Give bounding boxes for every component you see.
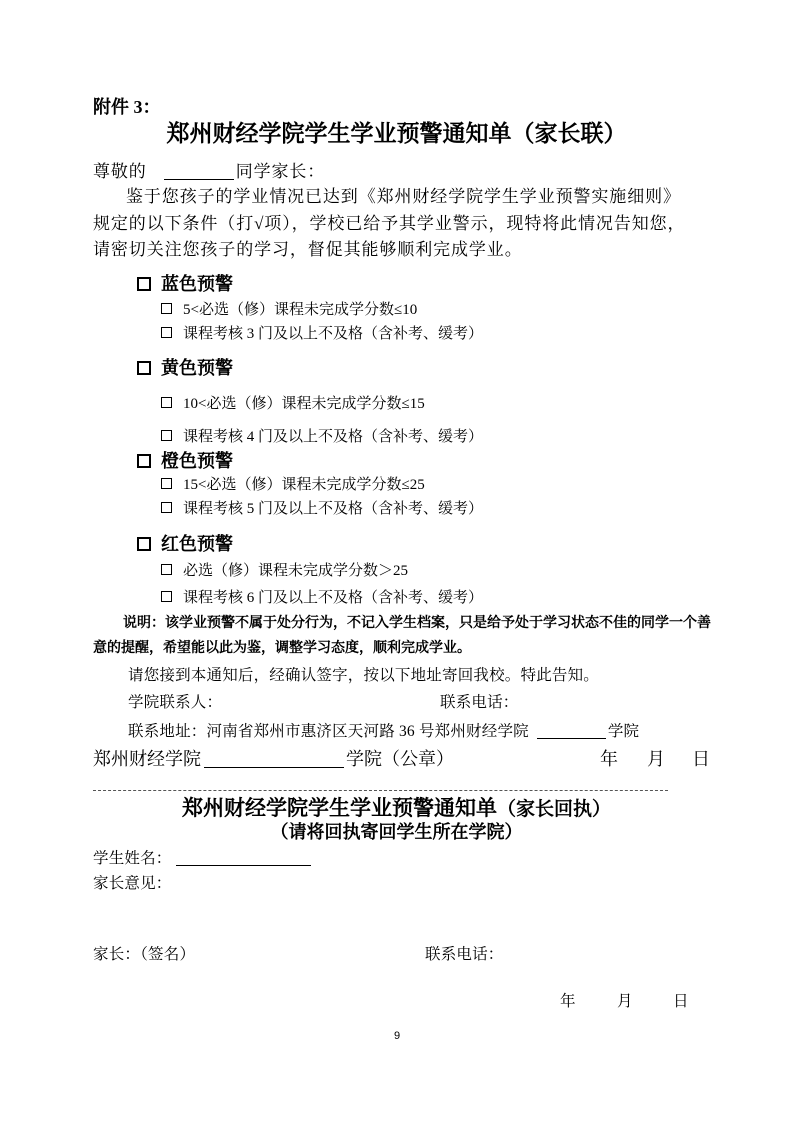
checkbox-icon (161, 430, 172, 441)
receipt-phone-label: 联系电话： (425, 946, 504, 963)
page-number: 9 (394, 1030, 401, 1042)
parent-signature-label: 家长：（签名） (93, 946, 196, 963)
checkbox-icon (161, 591, 172, 602)
college-blank (537, 723, 606, 739)
condition-text: 必选（修）课程未完成学分数＞25 (183, 563, 409, 579)
checkbox-icon (161, 478, 172, 489)
intro-line: 鉴于您孩子的学业情况已达到《郑州财经学院学生学业预警实施细则》 (126, 187, 681, 206)
student-name-label: 学生姓名： (93, 850, 172, 867)
checkbox-icon (161, 502, 172, 513)
receipt-year-label: 年 (560, 993, 576, 1010)
attachment-label: 附件 3： (93, 97, 161, 117)
seal-suffix: 学院（公章） (346, 749, 454, 769)
document-title: 郑州财经学院学生学业预警通知单（家长联） (166, 121, 627, 146)
address-text: 联系地址：河南省郑州市惠济区天河路 36 号郑州财经学院 (128, 723, 529, 740)
warning-condition (161, 477, 425, 494)
condition-text: 课程考核 3 门及以上不及格（含补考、缓考） (183, 326, 484, 342)
warning-level-red (137, 534, 233, 554)
warning-level-label: 黄色预警 (161, 358, 233, 378)
seal-year-label: 年 (600, 749, 618, 769)
receipt-day-label: 日 (673, 993, 689, 1010)
warning-level-blue (137, 274, 233, 294)
receipt-title-paren: （家长回执） (496, 799, 611, 820)
contact-person-label: 学院联系人： (128, 694, 223, 711)
warning-condition (161, 429, 483, 446)
receipt-title-main: 郑州财经学院学生学业预警通知单 (181, 796, 497, 820)
condition-text: 课程考核 4 门及以上不及格（含补考、缓考） (183, 429, 484, 445)
receipt-title (0, 797, 793, 821)
note-line: 说明：该学业预警不属于处分行为，不记入学生档案，只是给予处于学习状态不佳的同学一个善 (123, 616, 711, 631)
parent-opinion-label: 家长意见： (93, 875, 172, 892)
warning-condition (161, 590, 483, 607)
note-line: 意的提醒，希望能以此为鉴，调整学习态度，顺利完成学业。 (93, 641, 471, 656)
student-name-blank (164, 163, 234, 180)
checkbox-icon (137, 537, 151, 551)
warning-level-label: 橙色预警 (161, 451, 233, 471)
warning-condition (161, 302, 417, 319)
seal-day-label: 日 (692, 749, 710, 769)
condition-text: 课程考核 5 门及以上不及格（含补考、缓考） (183, 501, 484, 517)
checkbox-icon (161, 397, 172, 408)
receipt-month-label: 月 (617, 993, 633, 1010)
cut-line-divider (93, 790, 668, 791)
seal-prefix: 郑州财经学院 (93, 749, 201, 769)
checkbox-icon (161, 564, 172, 575)
college-name-blank (204, 750, 344, 768)
student-name-line (93, 850, 311, 867)
warning-condition (161, 396, 425, 413)
address-suffix: 学院 (607, 723, 640, 740)
checkbox-icon (137, 361, 151, 375)
intro-line: 请密切关注您孩子的学习，督促其能够顺利完成学业。 (93, 240, 523, 259)
warning-level-label: 红色预警 (161, 534, 233, 554)
checkbox-icon (137, 454, 151, 468)
contact-phone-label: 联系电话： (440, 694, 519, 711)
intro-line: 规定的以下条件（打√项），学校已给予其学业警示，现特将此情况告知您， (93, 214, 686, 233)
warning-level-yellow (137, 358, 233, 378)
condition-text: 课程考核 6 门及以上不及格（含补考、缓考） (183, 590, 484, 606)
warning-level-label: 蓝色预警 (161, 274, 233, 294)
condition-text: 15<必选（修）课程未完成学分数≤25 (183, 477, 425, 493)
request-text: 请您接到本通知后，经确认签字，按以下地址寄回我校。特此告知。 (128, 667, 600, 684)
checkbox-icon (161, 303, 172, 314)
warning-condition (161, 563, 408, 580)
warning-condition (161, 326, 483, 343)
warning-condition (161, 501, 483, 518)
salutation (93, 162, 325, 181)
condition-text: 10<必选（修）课程未完成学分数≤15 (183, 396, 425, 412)
seal-month-label: 月 (647, 749, 665, 769)
receipt-subtitle: （请将回执寄回学生所在学院） (270, 822, 523, 842)
condition-text: 5<必选（修）课程未完成学分数≤10 (183, 302, 418, 318)
checkbox-icon (161, 327, 172, 338)
warning-level-orange (137, 451, 233, 471)
salutation-prefix: 尊敬的 (93, 162, 147, 181)
address-line (128, 723, 639, 740)
checkbox-icon (137, 277, 151, 291)
salutation-suffix: 同学家长： (235, 162, 326, 181)
seal-line (93, 749, 454, 769)
student-name-field (176, 850, 311, 866)
